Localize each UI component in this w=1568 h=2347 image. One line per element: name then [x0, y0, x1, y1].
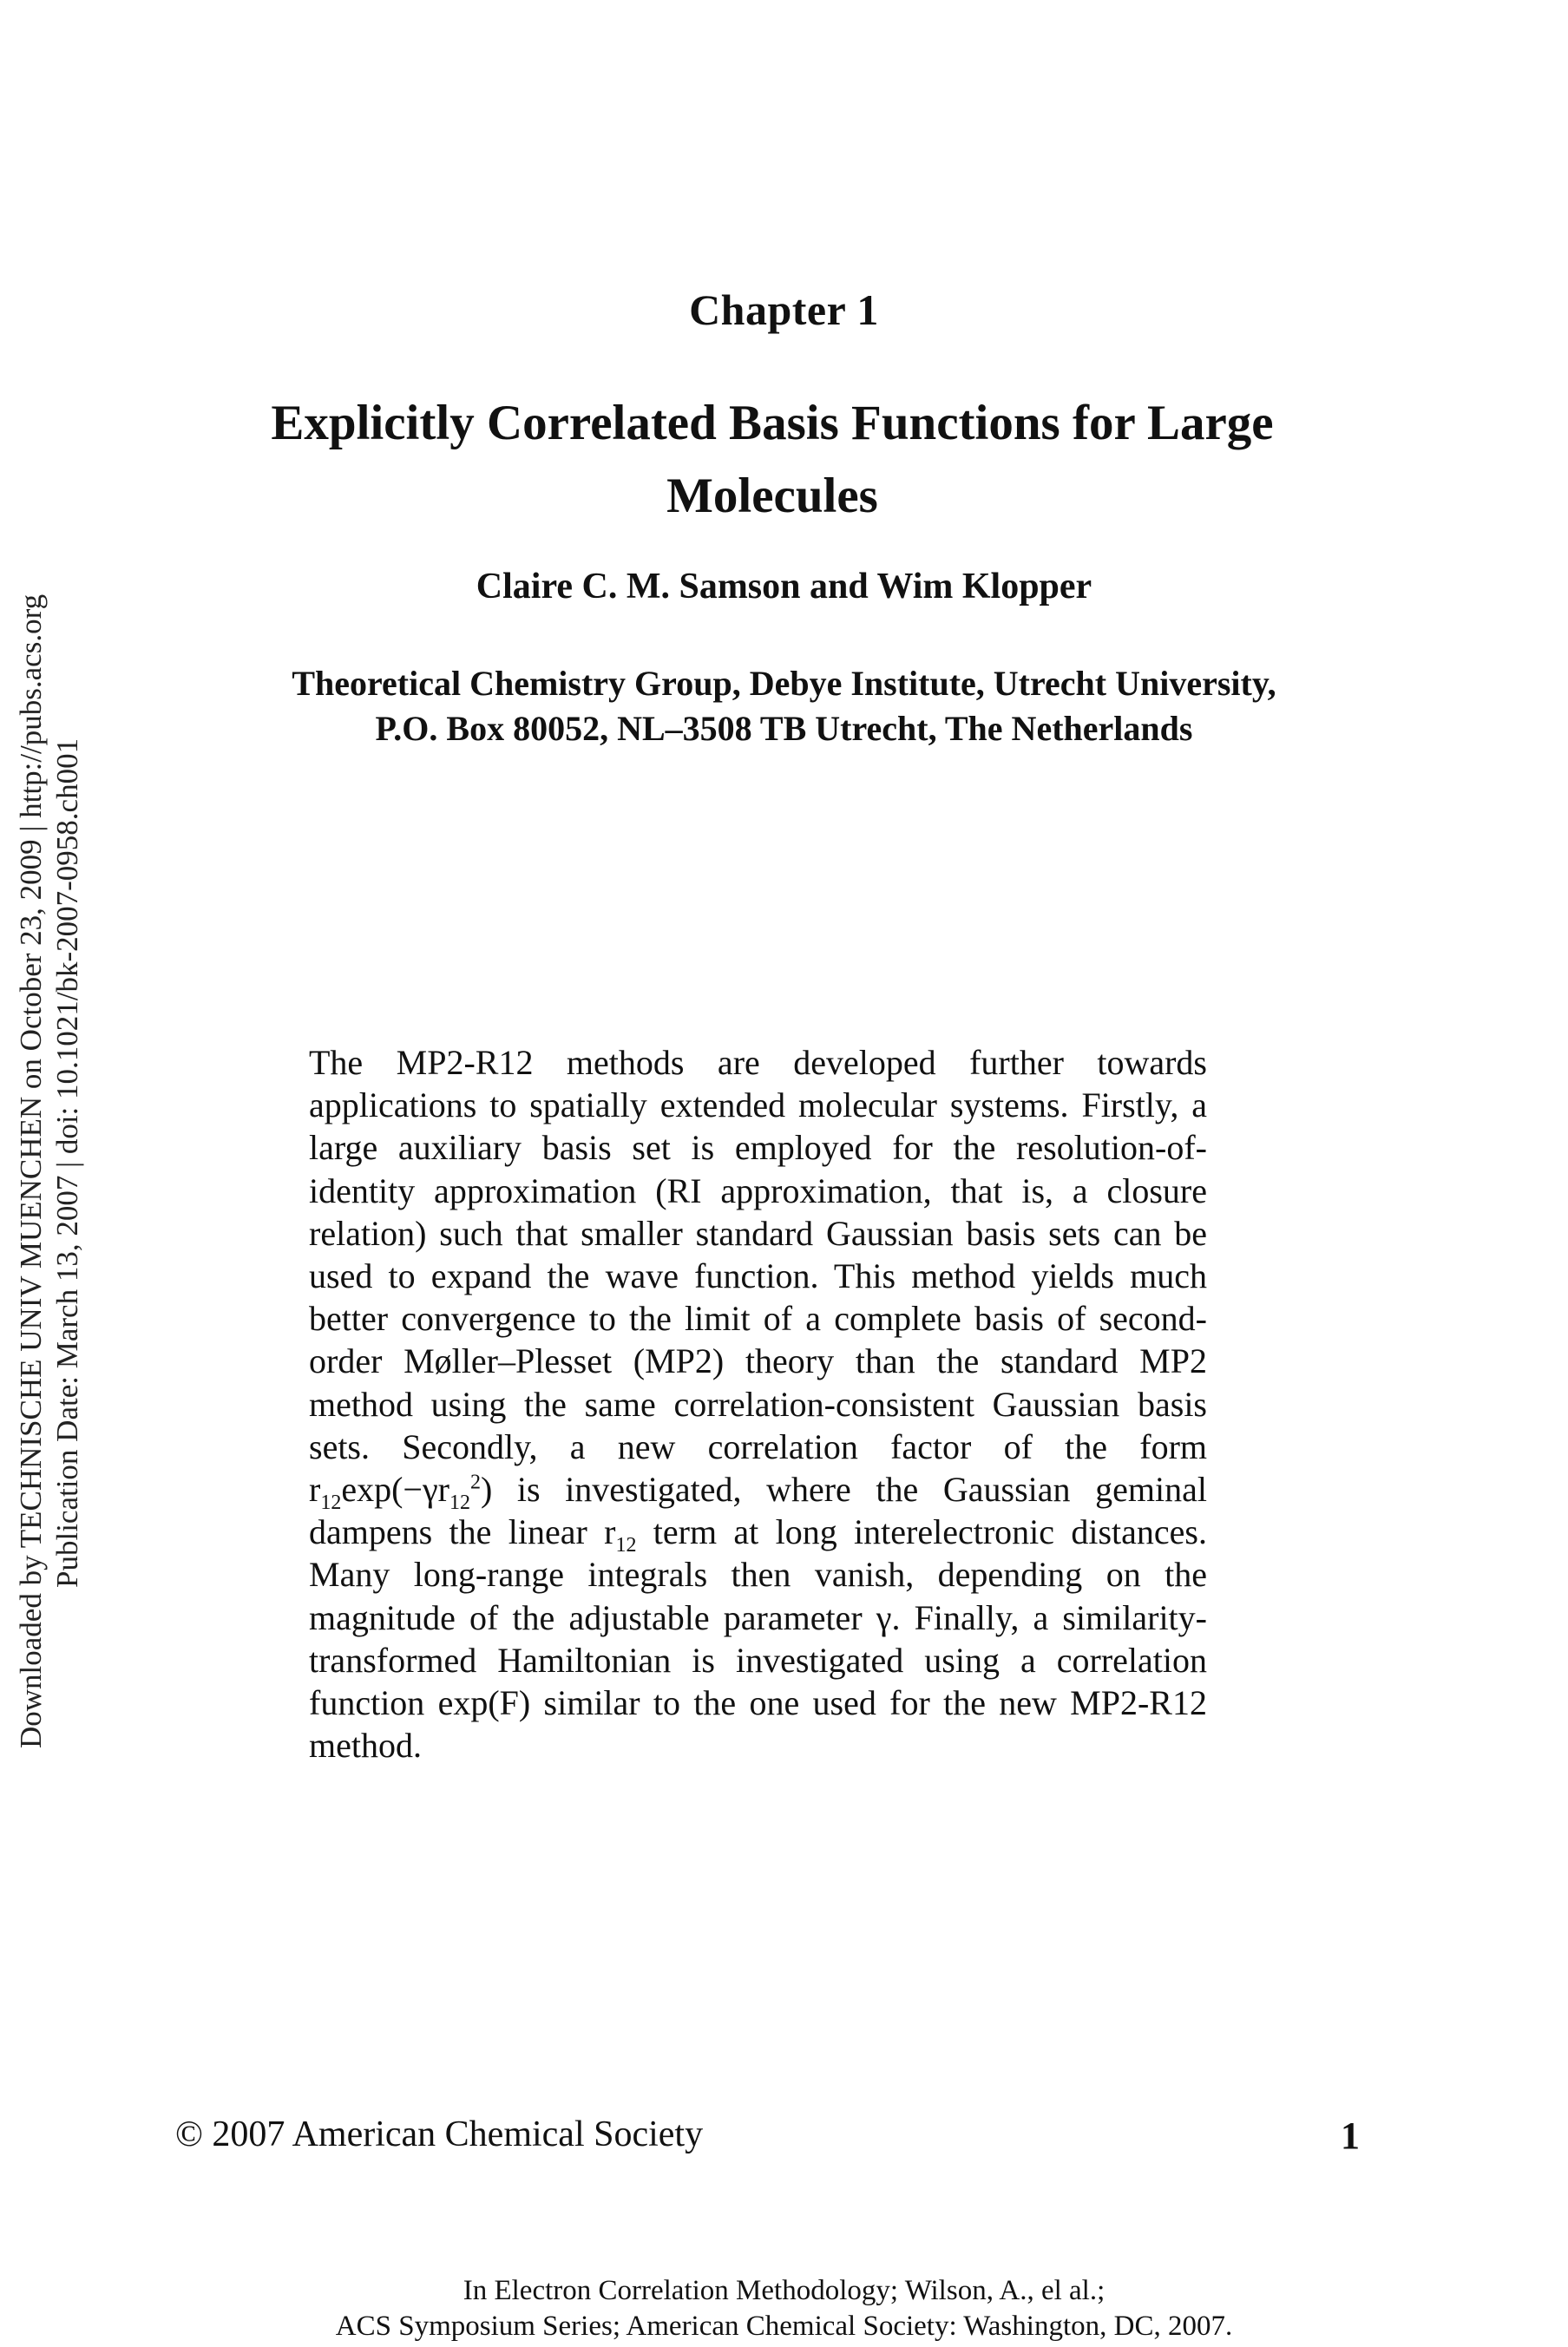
abstract-text-4: term at long interelectronic distances. Many long-range integrals then vanish, depending on the magnitude of the adjustable parameter γ. Finally, a similarity-transformed Hamiltonian is investigated using a correlation function exp(F) similar to the one used for the new MP2-R12 method.: [309, 1512, 1207, 1766]
abstract-text-1: The MP2-R12 methods are developed further towards applications to spatially extended molecular systems. Firstly, a large auxiliary basis set is employed for the resolution-of-identity approximation (RI approximation, that is, a closure relation) such that smaller standard Gaussian basis sets can be used to expand the wave function. This method yields much better convergence to the limit of a complete basis of second-order Møller–Plesset (MP2) theory than the standard MP2 method using the same correlation-consistent Gaussian basis sets. Secondly, a new correlation factor of the form r: [309, 1043, 1207, 1510]
superscript-2: 2: [469, 1471, 481, 1494]
subscript-12: 12: [449, 1491, 470, 1515]
subscript-12: 12: [320, 1491, 342, 1515]
authors: Claire C. M. Samson and Wim Klopper: [476, 567, 1092, 606]
publication-info: Publication Date: March 13, 2007 | doi: 10.1021/bk-2007-0958.ch001: [50, 738, 84, 1588]
chapter-heading: Chapter 1: [689, 285, 879, 334]
abstract-paragraph: [309, 1041, 1207, 1767]
citation-line-1: In Electron Correlation Methodology; Wilson, A., el al.;: [463, 2275, 1105, 2306]
paper-title: Explicitly Correlated Basis Functions for Large Molecules: [271, 396, 1274, 523]
affiliation-line-1: Theoretical Chemistry Group, Debye Institute, Utrecht University,: [292, 664, 1276, 703]
citation: [0, 2273, 1568, 2344]
download-info: Downloaded by TECHNISCHE UNIV MUENCHEN on October 23, 2009 | http://pubs.acs.org: [14, 593, 48, 1748]
abstract-text-3: ) is investigated, where the Gaussian geminal dampens the linear r: [309, 1470, 1207, 1552]
page-number: 1: [1341, 2114, 1360, 2157]
abstract-text-2: exp(−γr: [341, 1470, 449, 1510]
affiliation: [0, 661, 1568, 751]
download-watermark: [0, 0, 121, 2347]
citation-line-2: ACS Symposium Series; American Chemical Society: Washington, DC, 2007.: [335, 2311, 1233, 2342]
copyright-notice: © 2007 American Chemical Society: [175, 2114, 704, 2154]
affiliation-line-2: P.O. Box 80052, NL–3508 TB Utrecht, The Netherlands: [375, 709, 1193, 748]
subscript-12: 12: [615, 1534, 637, 1557]
abstract: [309, 1041, 1207, 1767]
